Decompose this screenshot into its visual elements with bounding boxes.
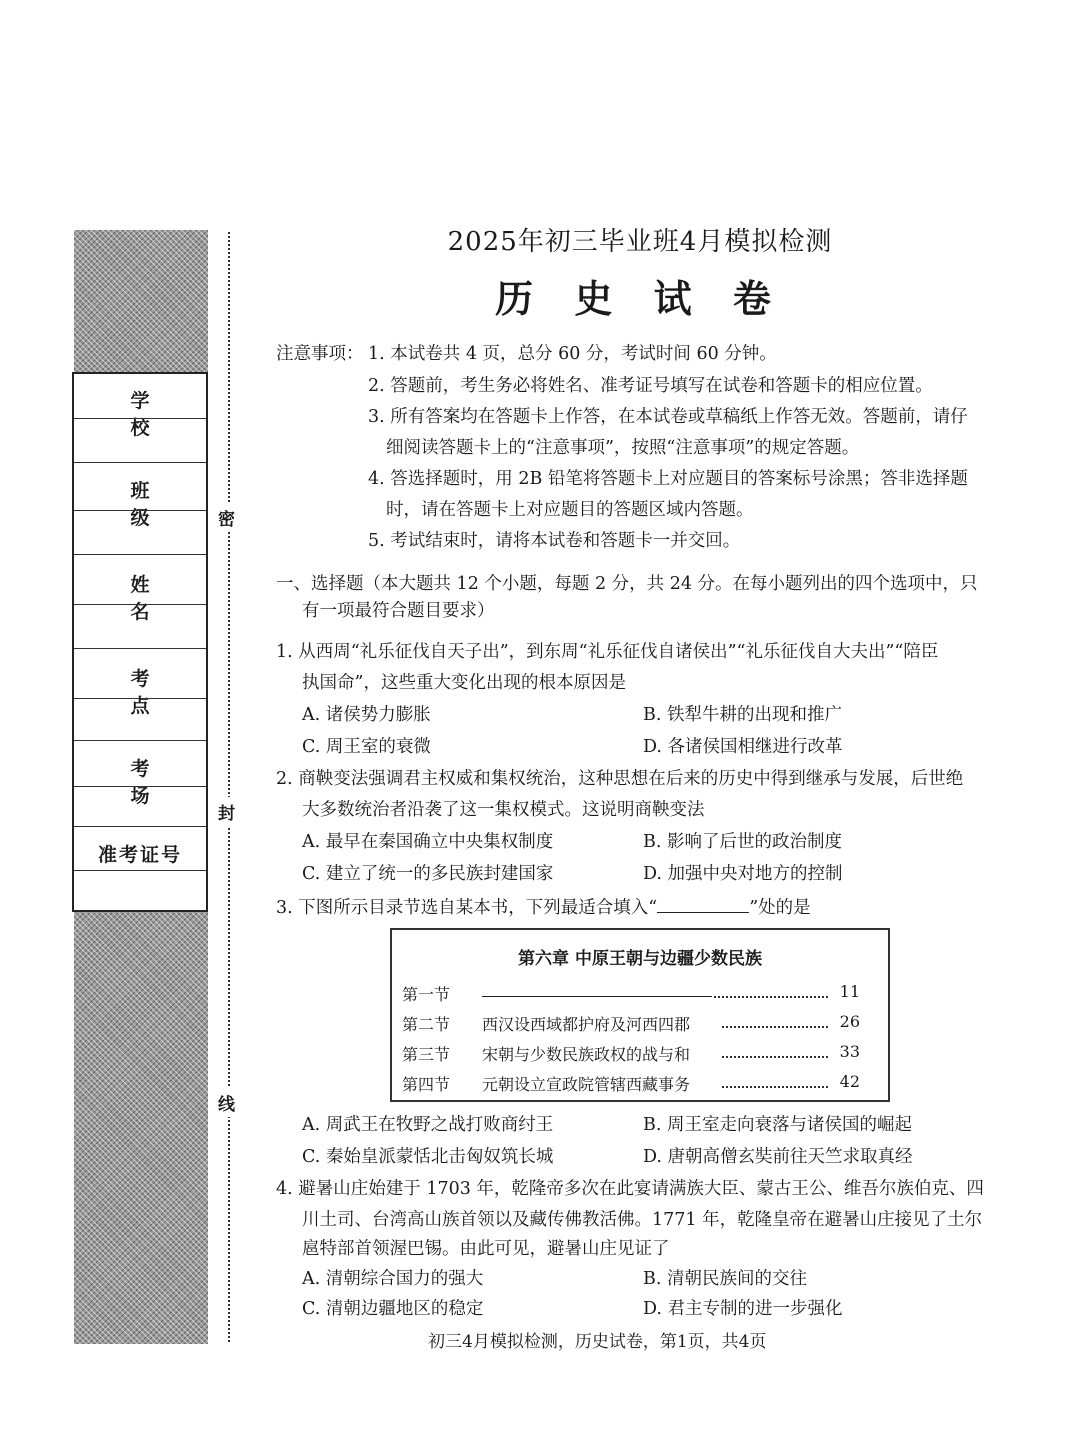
page-footer: 初三4月模拟检测，历史试卷，第1页，共4页 — [428, 1332, 767, 1352]
notice-label: 注意事项： — [276, 344, 364, 364]
field-divider — [74, 826, 206, 827]
field-input-name[interactable] — [74, 604, 206, 648]
question-2-stem: 2. 商鞅变法强调君主权威和集权统治，这种思想在后来的历史中得到继承与发展，后世绝 — [276, 769, 964, 789]
field-label-ticket-number: 准考证号 — [97, 844, 182, 866]
exam-title: 2025年初三毕业班4月模拟检测 — [447, 227, 833, 257]
question-3-stem — [276, 898, 811, 918]
question-3-option-a[interactable]: A. 周武王在牧野之战打败商纣王 — [302, 1115, 554, 1135]
field-input-ticket-number[interactable] — [74, 870, 206, 910]
question-1-stem: 1. 从西周“礼乐征伐自天子出”，到东周“礼乐征伐自诸侯出”“礼乐征伐自大夫出”“陪臣 — [276, 642, 939, 662]
question-3-option-c[interactable]: C. 秦始皇派蒙恬北击匈奴筑长城 — [302, 1147, 554, 1167]
section-heading-cont: 有一项最符合题目要求） — [302, 601, 495, 621]
toc-leader — [714, 996, 828, 998]
subject-title: 历 史 试 卷 — [495, 276, 785, 321]
question-4-stem: 川土司、台湾高山族首领以及藏传佛教活佛。1771 年，乾隆皇帝在避暑山庄接见了土尔 — [302, 1210, 983, 1230]
field-divider — [74, 554, 206, 555]
seal-char-xian: 线 — [218, 1088, 235, 1117]
toc-section: 第二节 — [402, 1015, 451, 1034]
question-3-stem-part2: ”处的是 — [749, 898, 811, 918]
question-1-option-a[interactable]: A. 诸侯势力膨胀 — [302, 705, 431, 725]
question-4-option-a[interactable]: A. 清朝综合国力的强大 — [302, 1269, 484, 1289]
notice-item: 4. 答选择题时，用 2B 铅笔将答题卡上对应题目的答案标号涂黑；答非选择题 — [368, 469, 968, 489]
field-input-exam-site[interactable] — [74, 698, 206, 740]
field-divider — [74, 462, 206, 463]
notice-item: 1. 本试卷共 4 页，总分 60 分，考试时间 60 分钟。 — [368, 344, 777, 364]
question-4-stem: 4. 避暑山庄始建于 1703 年，乾隆帝多次在此宴请满族大臣、蒙古王公、维吾尔族伯克、四 — [276, 1179, 984, 1199]
notice-item: 3. 所有答案均在答题卡上作答，在本试卷或草稿纸上作答无效。答题前，请仔 — [368, 407, 968, 427]
field-label-school: 学 校 — [130, 390, 184, 439]
toc-page: 33 — [839, 1042, 860, 1061]
notice-item: 时，请在答题卡上对应题目的答题区域内答题。 — [386, 500, 754, 520]
field-input-class[interactable] — [74, 510, 206, 554]
section-heading: 一、选择题（本大题共 12 个小题，每题 2 分，共 24 分。在每小题列出的四个选项中，只 — [276, 574, 978, 594]
question-1-stem: 执国命”，这些重大变化出现的根本原因是 — [302, 673, 626, 693]
table-of-contents-box — [390, 928, 890, 1102]
toc-page: 26 — [839, 1012, 860, 1031]
toc-leader — [722, 1086, 828, 1088]
toc-title: 西汉设西域都护府及河西四郡 — [482, 1015, 691, 1034]
toc-page: 11 — [839, 982, 860, 1001]
toc-section: 第四节 — [402, 1075, 451, 1094]
question-1-option-d[interactable]: D. 各诸侯国相继进行改革 — [643, 737, 843, 757]
toc-section: 第三节 — [402, 1045, 451, 1064]
toc-leader — [722, 1056, 828, 1058]
toc-title: 元朝设立宣政院管辖西藏事务 — [482, 1075, 691, 1094]
question-2-option-c[interactable]: C. 建立了统一的多民族封建国家 — [302, 864, 554, 884]
question-2-option-b[interactable]: B. 影响了后世的政治制度 — [643, 832, 842, 852]
field-divider — [74, 740, 206, 741]
toc-leader — [722, 1026, 828, 1028]
question-3-stem-part1: 3. 下图所示目录节选自某本书，下列最适合填入“ — [276, 898, 658, 918]
question-2-option-a[interactable]: A. 最早在秦国确立中央集权制度 — [302, 832, 554, 852]
seal-char-mi: 密 — [218, 503, 235, 532]
field-label-exam-site: 考 点 — [130, 668, 184, 717]
notice-item: 细阅读答题卡上的“注意事项”，按照“注意事项”的规定答题。 — [386, 438, 860, 458]
toc-page: 42 — [839, 1072, 860, 1091]
field-label-exam-room: 考 场 — [130, 758, 184, 807]
question-2-stem: 大多数统治者沿袭了这一集权模式。这说明商鞅变法 — [302, 800, 705, 820]
field-input-school[interactable] — [74, 418, 206, 462]
field-divider — [74, 648, 206, 649]
question-4-stem: 扈特部首领渥巴锡。由此可见，避暑山庄见证了 — [302, 1239, 670, 1259]
field-input-exam-room[interactable] — [74, 786, 206, 826]
toc-title: 宋朝与少数民族政权的战与和 — [482, 1045, 691, 1064]
question-4-option-c[interactable]: C. 清朝边疆地区的稳定 — [302, 1299, 484, 1319]
question-3-option-b[interactable]: B. 周王室走向衰落与诸侯国的崛起 — [643, 1115, 912, 1135]
question-1-option-c[interactable]: C. 周王室的衰微 — [302, 737, 431, 757]
toc-section: 第一节 — [402, 985, 451, 1004]
seal-dotted-line — [228, 232, 230, 1342]
question-4-option-b[interactable]: B. 清朝民族间的交往 — [643, 1269, 807, 1289]
question-1-option-b[interactable]: B. 铁犁牛耕的出现和推广 — [643, 705, 842, 725]
notice-item: 5. 考试结束时，请将本试卷和答题卡一并交回。 — [368, 531, 741, 551]
field-label-name: 姓 名 — [130, 574, 184, 623]
toc-blank-line — [482, 996, 712, 997]
seal-char-feng: 封 — [218, 797, 235, 826]
toc-heading: 第六章 中原王朝与边疆少数民族 — [518, 949, 762, 969]
answer-blank — [657, 898, 749, 913]
question-2-option-d[interactable]: D. 加强中央对地方的控制 — [643, 864, 843, 884]
sidebar-hatch-bottom — [74, 912, 208, 1344]
question-4-option-d[interactable]: D. 君主专制的进一步强化 — [643, 1299, 843, 1319]
field-label-class: 班 级 — [130, 480, 184, 529]
student-info-box — [72, 372, 208, 912]
question-3-option-d[interactable]: D. 唐朝高僧玄奘前往天竺求取真经 — [643, 1147, 913, 1167]
notice-item: 2. 答题前，考生务必将姓名、准考证号填写在试卷和答题卡的相应位置。 — [368, 376, 933, 396]
